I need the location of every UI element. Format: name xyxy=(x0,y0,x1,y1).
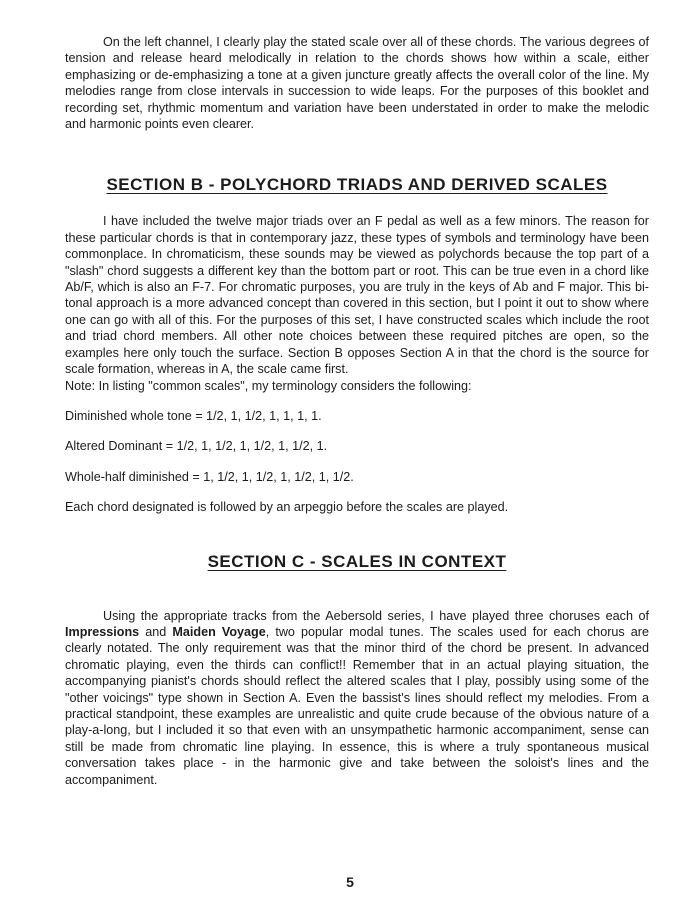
section-c-text-rest: , two popular modal tunes. The scales used for each chorus are clearly notated. The only requirement was that the minor third of the chord be present. In advanced chromatic playing, even the thirds can conflict!! Remember that in an actual playing situation, the accompanying pianist's chords should reflect the altered scales that I play, possibly using some of the "other voicings" type shown in Section A. Even the bassist's lines should reflect my melodies. From a practical standpoint, these examples are unrealistic and quite crude because of the obvious nature of a play-a-long, but I included it so that even with an unsympathetic harmonic accompaniment, sense can still be made from chromatic line playing. In essence, this is where a truly spontaneous musical conversation takes place - in the harmonic give and take between the soloist's lines and the accompaniment. xyxy=(65,624,649,787)
section-c-heading: SECTION C - SCALES IN CONTEXT xyxy=(207,551,507,571)
scale-definition-altered-dominant: Altered Dominant = 1/2, 1, 1/2, 1, 1/2, 1, 1/2, 1. xyxy=(65,439,328,454)
section-c-text-start: Using the appropriate tracks from the Aebersold series, I have played three choruses each of xyxy=(103,608,649,623)
tune-title-maiden-voyage: Maiden Voyage xyxy=(172,624,266,639)
document-page xyxy=(65,34,649,788)
page-number: 5 xyxy=(346,874,354,890)
intro-paragraph: On the left channel, I clearly play the stated scale over all of these chords. The various degrees of tension and release heard melodically in relation to the chords shows how within a scale, either emphasizing or de-emphasizing a tone at a given juncture greatly affects the overall color of the line. My melodies range from close intervals in succession to wide leaps. For the purposes of this booklet and recording set, rhythmic momentum and variation have been understated in order to make the melodic and harmonic points even clearer. xyxy=(65,35,649,132)
section-b-heading: SECTION B - POLYCHORD TRIADS AND DERIVED SCALES xyxy=(106,175,608,195)
tune-title-impressions: Impressions xyxy=(65,624,140,639)
scale-definition-whole-half-diminished: Whole-half diminished = 1, 1/2, 1, 1/2, 1, 1/2, 1, 1/2. xyxy=(65,469,354,484)
section-c-text-and: and xyxy=(139,624,173,639)
scale-definition-diminished-whole-tone: Diminished whole tone = 1/2, 1, 1/2, 1, 1, 1, 1. xyxy=(65,408,322,423)
section-b-closing: Each chord designated is followed by an arpeggio before the scales are played. xyxy=(65,500,509,515)
section-b-note: Note: In listing "common scales", my terminology considers the following: xyxy=(65,378,472,393)
section-b-paragraph: I have included the twelve major triads over an F pedal as well as a few minors. The reason for these particular chords is that in contemporary jazz, these types of symbols and terminology have been commonplace. In chromaticism, these sounds may be viewed as polychords because the top part of a "slash" chord suggests a different key than the bottom part or root. This can be true even in a chord like Ab/F, which is also an F-7. For chromatic purposes, you are truly in the keys of Ab and F major. This bi-tonal approach is a more advanced concept than covered in this section, but I point it out to show where one can go with all of this. For the purposes of this set, I have constructed scales which include the root and triad chord members. All other note choices between these required pitches are open, so the examples here only touch the surface. Section B opposes Section A in that the chord is the source for scale formation, whereas in A, the scale came first. xyxy=(65,214,649,377)
section-c-paragraph xyxy=(65,608,649,788)
